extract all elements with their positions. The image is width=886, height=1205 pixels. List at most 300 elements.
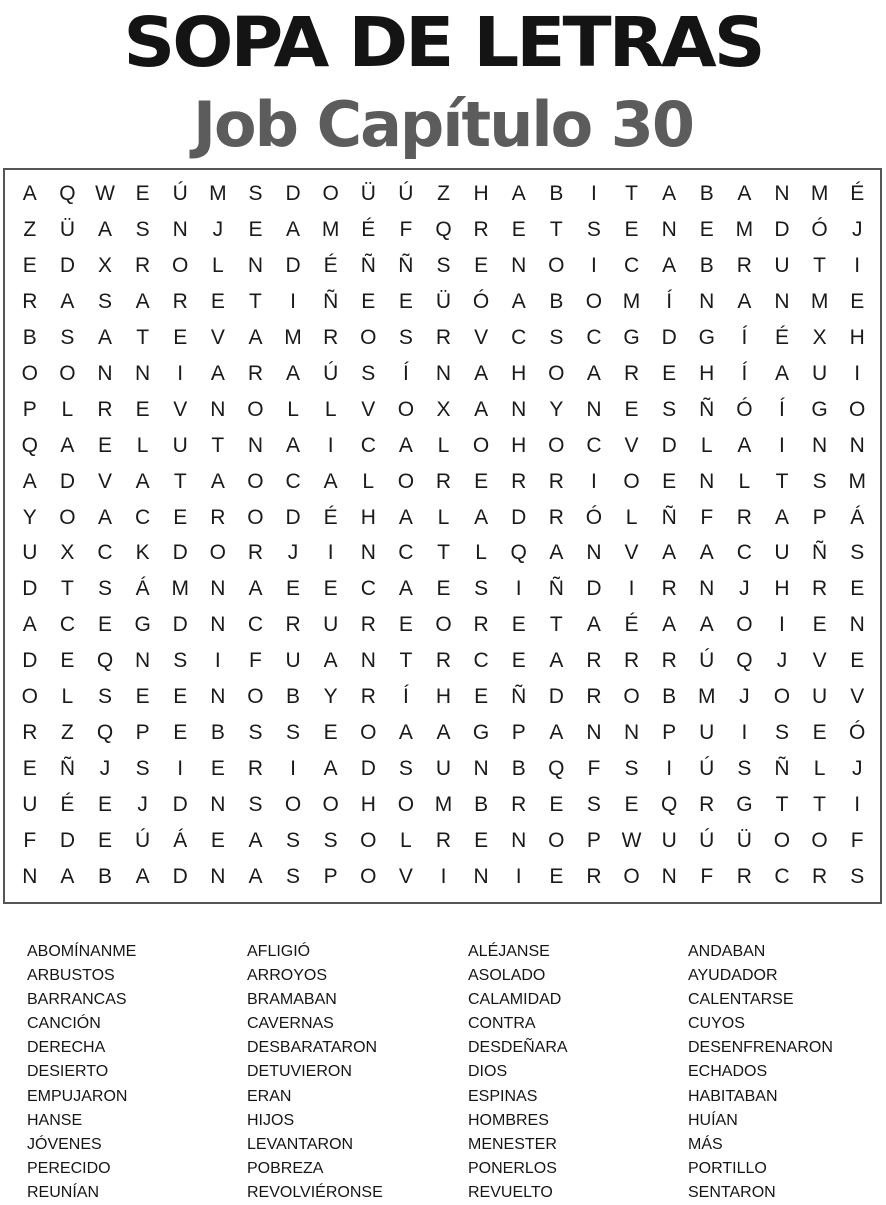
- grid-letter[interactable]: N: [661, 218, 677, 242]
- grid-letter[interactable]: E: [474, 469, 489, 493]
- grid-letter[interactable]: R: [812, 577, 828, 601]
- grid-letter[interactable]: O: [360, 864, 377, 888]
- grid-letter[interactable]: D: [511, 505, 527, 529]
- grid-letter[interactable]: E: [248, 218, 263, 242]
- grid-letter[interactable]: O: [811, 828, 828, 852]
- grid-letter[interactable]: L: [813, 756, 826, 780]
- grid-letter[interactable]: D: [586, 577, 602, 601]
- grid-letter[interactable]: E: [135, 397, 150, 421]
- grid-letter[interactable]: O: [247, 469, 264, 493]
- grid-letter[interactable]: E: [812, 613, 827, 637]
- grid-letter[interactable]: O: [59, 361, 76, 385]
- grid-letter[interactable]: T: [249, 290, 262, 314]
- grid-letter[interactable]: M: [735, 218, 754, 242]
- grid-letter[interactable]: Q: [435, 218, 452, 242]
- grid-letter[interactable]: B: [210, 720, 225, 744]
- grid-letter[interactable]: H: [435, 685, 452, 709]
- grid-letter[interactable]: R: [586, 864, 602, 888]
- grid-letter[interactable]: P: [22, 397, 37, 421]
- grid-letter[interactable]: B: [511, 756, 526, 780]
- grid-letter[interactable]: B: [699, 182, 714, 206]
- grid-letter[interactable]: O: [322, 792, 339, 816]
- grid-letter[interactable]: A: [98, 505, 113, 529]
- grid-letter[interactable]: Q: [96, 720, 114, 744]
- grid-letter[interactable]: R: [210, 505, 226, 529]
- grid-letter[interactable]: R: [135, 254, 151, 278]
- grid-letter[interactable]: N: [135, 361, 151, 385]
- grid-letter[interactable]: R: [435, 828, 452, 852]
- grid-letter[interactable]: S: [586, 792, 601, 816]
- grid-letter[interactable]: N: [210, 792, 226, 816]
- grid-letter[interactable]: I: [515, 864, 522, 888]
- grid-letter[interactable]: I: [741, 720, 748, 744]
- grid-letter[interactable]: A: [774, 361, 789, 385]
- grid-letter[interactable]: D: [59, 828, 75, 852]
- grid-letter[interactable]: R: [511, 792, 527, 816]
- grid-letter[interactable]: H: [360, 792, 376, 816]
- grid-letter[interactable]: A: [135, 290, 150, 314]
- grid-letter[interactable]: E: [474, 685, 489, 709]
- grid-letter[interactable]: E: [323, 577, 338, 601]
- grid-letter[interactable]: F: [850, 828, 864, 852]
- grid-letter[interactable]: O: [623, 469, 640, 493]
- grid-letter[interactable]: V: [474, 326, 489, 350]
- grid-letter[interactable]: N: [210, 864, 226, 888]
- grid-letter[interactable]: Z: [437, 182, 450, 206]
- grid-letter[interactable]: É: [774, 326, 789, 350]
- grid-letter[interactable]: Y: [323, 685, 338, 709]
- grid-letter[interactable]: L: [61, 397, 74, 421]
- grid-letter[interactable]: V: [98, 469, 113, 493]
- grid-letter[interactable]: I: [591, 469, 597, 493]
- grid-letter[interactable]: Ú: [135, 828, 151, 852]
- grid-letter[interactable]: L: [324, 397, 337, 421]
- grid-letter[interactable]: A: [398, 577, 413, 601]
- grid-letter[interactable]: A: [323, 649, 338, 673]
- grid-letter[interactable]: E: [98, 613, 113, 637]
- grid-letter[interactable]: E: [436, 577, 451, 601]
- grid-letter[interactable]: Í: [779, 397, 785, 421]
- grid-letter[interactable]: Ñ: [398, 254, 414, 278]
- grid-letter[interactable]: R: [285, 613, 301, 637]
- grid-letter[interactable]: O: [773, 828, 791, 852]
- grid-letter[interactable]: S: [286, 720, 301, 744]
- grid-letter[interactable]: D: [172, 792, 188, 816]
- grid-letter[interactable]: E: [286, 577, 301, 601]
- grid-letter[interactable]: E: [22, 254, 37, 278]
- grid-letter[interactable]: O: [548, 361, 565, 385]
- grid-letter[interactable]: I: [854, 254, 861, 278]
- grid-letter[interactable]: O: [548, 828, 565, 852]
- grid-letter[interactable]: A: [98, 326, 113, 350]
- grid-letter[interactable]: O: [360, 828, 377, 852]
- grid-letter[interactable]: Í: [741, 326, 748, 350]
- grid-letter[interactable]: I: [515, 577, 522, 601]
- grid-letter[interactable]: R: [548, 469, 564, 493]
- grid-letter[interactable]: E: [624, 218, 639, 242]
- grid-letter[interactable]: V: [624, 541, 639, 565]
- grid-letter[interactable]: S: [286, 864, 301, 888]
- grid-letter[interactable]: B: [474, 792, 489, 816]
- grid-letter[interactable]: R: [22, 290, 38, 314]
- grid-letter[interactable]: N: [699, 290, 715, 314]
- grid-letter[interactable]: L: [475, 541, 487, 565]
- grid-letter[interactable]: I: [779, 433, 785, 457]
- grid-letter[interactable]: J: [739, 577, 750, 601]
- grid-letter[interactable]: M: [810, 290, 829, 314]
- grid-letter[interactable]: A: [248, 326, 263, 350]
- grid-letter[interactable]: P: [511, 720, 526, 744]
- grid-letter[interactable]: X: [98, 254, 113, 278]
- grid-letter[interactable]: V: [210, 326, 225, 350]
- grid-letter[interactable]: S: [436, 254, 451, 278]
- grid-letter[interactable]: E: [135, 182, 150, 206]
- grid-letter[interactable]: O: [548, 433, 565, 457]
- grid-letter[interactable]: L: [625, 505, 638, 529]
- grid-letter[interactable]: O: [397, 469, 415, 493]
- grid-letter[interactable]: A: [323, 756, 338, 780]
- grid-letter[interactable]: S: [173, 649, 188, 673]
- grid-letter[interactable]: Á: [135, 577, 150, 601]
- grid-letter[interactable]: A: [774, 505, 789, 529]
- grid-letter[interactable]: I: [854, 792, 861, 816]
- grid-letter[interactable]: M: [284, 326, 302, 350]
- grid-letter[interactable]: A: [398, 505, 413, 529]
- grid-letter[interactable]: N: [586, 541, 602, 565]
- grid-letter[interactable]: R: [435, 649, 452, 673]
- grid-letter[interactable]: N: [849, 433, 865, 457]
- grid-letter[interactable]: N: [22, 864, 38, 888]
- grid-letter[interactable]: R: [736, 254, 752, 278]
- grid-letter[interactable]: U: [774, 541, 790, 565]
- grid-letter[interactable]: N: [135, 649, 151, 673]
- grid-letter[interactable]: Ó: [472, 290, 490, 314]
- grid-letter[interactable]: A: [662, 613, 677, 637]
- grid-letter[interactable]: N: [849, 613, 865, 637]
- grid-letter[interactable]: G: [736, 792, 753, 816]
- grid-letter[interactable]: L: [700, 433, 713, 457]
- grid-letter[interactable]: O: [21, 361, 38, 385]
- grid-letter[interactable]: A: [511, 290, 526, 314]
- grid-letter[interactable]: Í: [666, 290, 673, 314]
- grid-letter[interactable]: É: [850, 182, 865, 206]
- grid-letter[interactable]: G: [698, 326, 715, 350]
- grid-letter[interactable]: Ú: [699, 828, 715, 852]
- grid-letter[interactable]: E: [210, 756, 225, 780]
- grid-letter[interactable]: L: [211, 254, 224, 278]
- grid-letter[interactable]: B: [98, 864, 113, 888]
- grid-letter[interactable]: S: [850, 864, 865, 888]
- grid-letter[interactable]: A: [662, 541, 677, 565]
- grid-letter[interactable]: B: [549, 290, 564, 314]
- grid-letter[interactable]: S: [398, 756, 413, 780]
- grid-letter[interactable]: E: [699, 218, 714, 242]
- grid-letter[interactable]: S: [135, 218, 150, 242]
- grid-letter[interactable]: H: [774, 577, 790, 601]
- grid-letter[interactable]: X: [436, 397, 451, 421]
- grid-letter[interactable]: R: [360, 685, 376, 709]
- grid-letter[interactable]: O: [284, 792, 302, 816]
- grid-letter[interactable]: T: [813, 792, 826, 816]
- grid-letter[interactable]: Ó: [736, 397, 753, 421]
- grid-letter[interactable]: O: [360, 720, 377, 744]
- grid-letter[interactable]: S: [60, 326, 75, 350]
- grid-letter[interactable]: C: [135, 505, 151, 529]
- grid-letter[interactable]: N: [511, 397, 527, 421]
- grid-letter[interactable]: Y: [22, 505, 37, 529]
- grid-letter[interactable]: O: [435, 613, 452, 637]
- grid-letter[interactable]: E: [511, 613, 526, 637]
- grid-letter[interactable]: A: [699, 541, 714, 565]
- grid-letter[interactable]: D: [59, 254, 75, 278]
- grid-letter[interactable]: A: [60, 290, 75, 314]
- grid-letter[interactable]: R: [360, 613, 376, 637]
- grid-letter[interactable]: O: [360, 326, 377, 350]
- grid-letter[interactable]: E: [850, 290, 865, 314]
- grid-letter[interactable]: V: [624, 433, 639, 457]
- grid-letter[interactable]: A: [662, 254, 677, 278]
- grid-letter[interactable]: Ñ: [360, 254, 376, 278]
- grid-letter[interactable]: N: [586, 397, 602, 421]
- grid-letter[interactable]: E: [624, 397, 639, 421]
- grid-letter[interactable]: U: [22, 541, 38, 565]
- grid-letter[interactable]: D: [172, 864, 188, 888]
- grid-letter[interactable]: C: [285, 469, 301, 493]
- grid-letter[interactable]: A: [474, 361, 489, 385]
- grid-letter[interactable]: E: [173, 326, 188, 350]
- grid-letter[interactable]: N: [210, 685, 226, 709]
- grid-letter[interactable]: Q: [59, 182, 76, 206]
- grid-letter[interactable]: A: [248, 864, 263, 888]
- grid-letter[interactable]: G: [811, 397, 828, 421]
- grid-letter[interactable]: Ú: [699, 756, 715, 780]
- grid-letter[interactable]: A: [98, 218, 113, 242]
- grid-letter[interactable]: E: [812, 720, 827, 744]
- grid-letter[interactable]: R: [435, 469, 452, 493]
- grid-letter[interactable]: S: [398, 326, 413, 350]
- grid-letter[interactable]: S: [98, 577, 113, 601]
- grid-letter[interactable]: R: [623, 361, 640, 385]
- grid-letter[interactable]: U: [435, 756, 452, 780]
- grid-letter[interactable]: I: [628, 577, 635, 601]
- grid-letter[interactable]: Ñ: [548, 577, 564, 601]
- grid-letter[interactable]: E: [60, 649, 75, 673]
- grid-letter[interactable]: J: [287, 541, 299, 565]
- grid-letter[interactable]: C: [473, 649, 489, 673]
- grid-letter[interactable]: I: [666, 756, 673, 780]
- grid-letter[interactable]: A: [737, 433, 752, 457]
- grid-letter[interactable]: E: [474, 254, 489, 278]
- grid-letter[interactable]: A: [586, 361, 601, 385]
- grid-letter[interactable]: N: [511, 828, 527, 852]
- grid-letter[interactable]: J: [739, 685, 750, 709]
- grid-letter[interactable]: L: [136, 433, 149, 457]
- grid-letter[interactable]: D: [172, 541, 188, 565]
- grid-letter[interactable]: B: [699, 254, 714, 278]
- grid-letter[interactable]: S: [135, 756, 150, 780]
- grid-letter[interactable]: T: [399, 649, 413, 673]
- grid-letter[interactable]: E: [210, 290, 225, 314]
- grid-letter[interactable]: R: [172, 290, 188, 314]
- grid-letter[interactable]: S: [549, 326, 564, 350]
- grid-letter[interactable]: D: [661, 326, 677, 350]
- grid-letter[interactable]: U: [661, 828, 677, 852]
- grid-letter[interactable]: Q: [96, 649, 114, 673]
- grid-letter[interactable]: O: [548, 254, 565, 278]
- grid-letter[interactable]: X: [60, 541, 75, 565]
- grid-letter[interactable]: N: [473, 864, 489, 888]
- grid-letter[interactable]: O: [736, 613, 753, 637]
- grid-letter[interactable]: S: [586, 218, 601, 242]
- grid-letter[interactable]: E: [662, 469, 677, 493]
- grid-letter[interactable]: A: [511, 182, 526, 206]
- grid-letter[interactable]: Ú: [172, 182, 188, 206]
- grid-letter[interactable]: U: [172, 433, 188, 457]
- grid-letter[interactable]: R: [812, 864, 828, 888]
- grid-letter[interactable]: Q: [21, 433, 38, 457]
- grid-letter[interactable]: I: [591, 254, 597, 278]
- grid-letter[interactable]: F: [399, 218, 413, 242]
- grid-letter[interactable]: Q: [548, 756, 565, 780]
- grid-letter[interactable]: Q: [510, 541, 527, 565]
- grid-letter[interactable]: A: [699, 613, 714, 637]
- grid-letter[interactable]: O: [472, 433, 490, 457]
- grid-letter[interactable]: E: [474, 828, 489, 852]
- grid-letter[interactable]: A: [135, 864, 150, 888]
- grid-letter[interactable]: V: [812, 649, 827, 673]
- grid-letter[interactable]: U: [22, 792, 38, 816]
- grid-letter[interactable]: M: [622, 290, 641, 314]
- grid-letter[interactable]: E: [173, 685, 188, 709]
- grid-letter[interactable]: C: [736, 541, 752, 565]
- grid-letter[interactable]: U: [812, 361, 828, 385]
- grid-letter[interactable]: A: [286, 433, 301, 457]
- grid-letter[interactable]: I: [779, 613, 785, 637]
- grid-letter[interactable]: T: [136, 326, 150, 350]
- grid-letter[interactable]: B: [286, 685, 301, 709]
- grid-letter[interactable]: Á: [173, 828, 188, 852]
- grid-letter[interactable]: Z: [23, 218, 37, 242]
- grid-letter[interactable]: R: [247, 361, 264, 385]
- grid-letter[interactable]: B: [662, 685, 677, 709]
- grid-letter[interactable]: W: [95, 182, 115, 206]
- grid-letter[interactable]: T: [775, 469, 789, 493]
- grid-letter[interactable]: T: [813, 254, 826, 278]
- grid-letter[interactable]: A: [286, 218, 301, 242]
- grid-letter[interactable]: K: [135, 541, 150, 565]
- grid-letter[interactable]: A: [474, 397, 489, 421]
- grid-letter[interactable]: A: [436, 720, 451, 744]
- grid-letter[interactable]: T: [625, 182, 638, 206]
- grid-letter[interactable]: Z: [60, 720, 74, 744]
- grid-letter[interactable]: P: [135, 720, 150, 744]
- grid-letter[interactable]: O: [209, 541, 226, 565]
- grid-letter[interactable]: A: [248, 828, 263, 852]
- grid-letter[interactable]: T: [549, 613, 563, 637]
- grid-letter[interactable]: A: [210, 469, 225, 493]
- grid-letter[interactable]: R: [586, 649, 602, 673]
- grid-letter[interactable]: A: [323, 469, 338, 493]
- grid-letter[interactable]: J: [776, 649, 788, 673]
- grid-letter[interactable]: I: [214, 649, 221, 673]
- grid-letter[interactable]: T: [775, 792, 789, 816]
- grid-letter[interactable]: Ó: [849, 720, 866, 744]
- grid-letter[interactable]: Ñ: [661, 505, 677, 529]
- grid-letter[interactable]: S: [248, 182, 263, 206]
- grid-letter[interactable]: R: [473, 613, 489, 637]
- grid-letter[interactable]: O: [397, 397, 415, 421]
- grid-letter[interactable]: L: [287, 397, 299, 421]
- grid-letter[interactable]: Q: [660, 792, 678, 816]
- grid-letter[interactable]: N: [774, 182, 790, 206]
- grid-letter[interactable]: S: [361, 361, 376, 385]
- grid-letter[interactable]: J: [137, 792, 148, 816]
- grid-letter[interactable]: Ñ: [699, 397, 715, 421]
- grid-letter[interactable]: D: [774, 218, 790, 242]
- grid-letter[interactable]: D: [59, 469, 75, 493]
- grid-letter[interactable]: O: [322, 182, 339, 206]
- grid-letter[interactable]: V: [173, 397, 188, 421]
- grid-letter[interactable]: C: [586, 326, 602, 350]
- grid-letter[interactable]: N: [435, 361, 452, 385]
- grid-letter[interactable]: N: [360, 541, 376, 565]
- grid-letter[interactable]: N: [661, 864, 677, 888]
- grid-letter[interactable]: U: [285, 649, 301, 673]
- grid-letter[interactable]: S: [737, 756, 752, 780]
- grid-letter[interactable]: I: [327, 433, 334, 457]
- grid-letter[interactable]: D: [172, 613, 188, 637]
- grid-letter[interactable]: S: [248, 792, 263, 816]
- grid-letter[interactable]: A: [210, 361, 225, 385]
- grid-letter[interactable]: S: [474, 577, 489, 601]
- grid-letter[interactable]: É: [323, 505, 338, 529]
- grid-letter[interactable]: T: [60, 577, 74, 601]
- grid-letter[interactable]: M: [209, 182, 227, 206]
- grid-letter[interactable]: Á: [850, 505, 865, 529]
- grid-letter[interactable]: A: [549, 720, 564, 744]
- grid-letter[interactable]: U: [774, 254, 790, 278]
- grid-letter[interactable]: A: [549, 541, 564, 565]
- grid-letter[interactable]: A: [22, 613, 37, 637]
- grid-letter[interactable]: R: [435, 326, 452, 350]
- grid-letter[interactable]: B: [22, 326, 37, 350]
- grid-letter[interactable]: N: [247, 254, 264, 278]
- grid-letter[interactable]: F: [249, 649, 262, 673]
- grid-letter[interactable]: C: [360, 433, 376, 457]
- grid-letter[interactable]: M: [434, 792, 453, 816]
- grid-letter[interactable]: M: [848, 469, 866, 493]
- grid-letter[interactable]: F: [700, 505, 714, 529]
- grid-letter[interactable]: R: [661, 649, 677, 673]
- grid-letter[interactable]: I: [177, 361, 184, 385]
- grid-letter[interactable]: G: [623, 326, 640, 350]
- grid-letter[interactable]: Ñ: [511, 685, 527, 709]
- grid-letter[interactable]: É: [60, 792, 75, 816]
- grid-letter[interactable]: O: [773, 685, 791, 709]
- grid-letter[interactable]: A: [135, 469, 150, 493]
- grid-letter[interactable]: O: [623, 685, 640, 709]
- grid-letter[interactable]: E: [98, 828, 113, 852]
- grid-letter[interactable]: E: [210, 828, 225, 852]
- grid-letter[interactable]: J: [212, 218, 224, 242]
- grid-letter[interactable]: Ú: [398, 182, 414, 206]
- grid-letter[interactable]: A: [737, 290, 752, 314]
- grid-letter[interactable]: N: [97, 361, 113, 385]
- grid-letter[interactable]: N: [586, 720, 602, 744]
- grid-letter[interactable]: M: [171, 577, 189, 601]
- grid-letter[interactable]: Ü: [435, 290, 452, 314]
- grid-letter[interactable]: A: [248, 577, 263, 601]
